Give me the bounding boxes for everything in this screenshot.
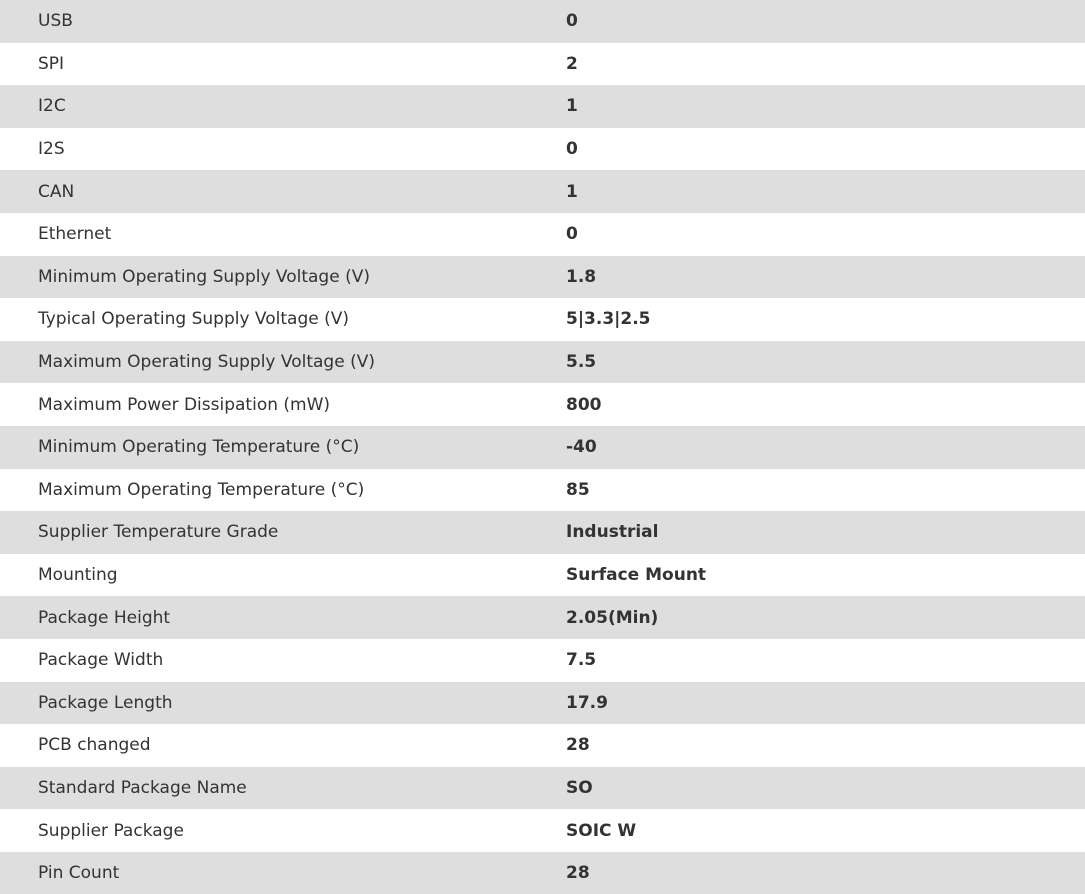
spec-row-min-supply-voltage (0, 256, 1085, 299)
spec-label: PCB changed (38, 735, 151, 756)
spec-row-can (0, 170, 1085, 213)
spec-row-i2c (0, 85, 1085, 128)
spec-label: Ethernet (38, 224, 112, 245)
spec-label: Supplier Package (38, 820, 184, 841)
spec-value: 0 (566, 139, 578, 160)
spec-row-typ-supply-voltage (0, 298, 1085, 341)
spec-label: Maximum Power Dissipation (mW) (38, 394, 331, 415)
spec-value: 5|3.3|2.5 (566, 309, 651, 330)
spec-row-min-operating-temp (0, 426, 1085, 469)
spec-row-max-operating-temp (0, 469, 1085, 512)
spec-value: 28 (566, 735, 590, 756)
spec-value: 28 (566, 863, 590, 884)
spec-label: SPI (38, 53, 65, 74)
spec-label: I2C (38, 96, 66, 117)
spec-label: I2S (38, 139, 65, 160)
spec-value: -40 (566, 437, 597, 458)
spec-label: Typical Operating Supply Voltage (V) (38, 309, 349, 330)
spec-row-i2s (0, 128, 1085, 171)
spec-value: 0 (566, 224, 578, 245)
spec-row-max-supply-voltage (0, 341, 1085, 384)
spec-value: 1 (566, 181, 578, 202)
spec-value: 800 (566, 394, 602, 415)
spec-row-temp-grade (0, 511, 1085, 554)
spec-value: Surface Mount (566, 565, 707, 586)
spec-label: Pin Count (38, 863, 120, 884)
spec-row-pin-count (0, 852, 1085, 894)
spec-row-standard-package-name (0, 767, 1085, 810)
spec-label: Maximum Operating Supply Voltage (V) (38, 352, 375, 373)
spec-label: Package Height (38, 607, 171, 628)
spec-row-spi (0, 43, 1085, 86)
spec-value: 5.5 (566, 352, 597, 373)
spec-value: 7.5 (566, 650, 597, 671)
spec-value: 85 (566, 479, 590, 500)
spec-label: USB (38, 11, 73, 32)
spec-label: Package Length (38, 692, 173, 713)
spec-value: Industrial (566, 522, 659, 543)
spec-row-supplier-package (0, 809, 1085, 852)
spec-value: SOIC W (566, 820, 637, 841)
spec-row-max-power-dissipation (0, 383, 1085, 426)
spec-value: 2.05(Min) (566, 607, 659, 628)
spec-value: 17.9 (566, 692, 608, 713)
spec-label: CAN (38, 181, 75, 202)
spec-label: Standard Package Name (38, 777, 247, 798)
spec-value: SO (566, 777, 593, 798)
spec-row-usb (0, 0, 1085, 43)
spec-label: Package Width (38, 650, 164, 671)
spec-row-pcb-changed (0, 724, 1085, 767)
spec-label: Supplier Temperature Grade (38, 522, 279, 543)
spec-label: Minimum Operating Supply Voltage (V) (38, 266, 370, 287)
spec-label: Maximum Operating Temperature (°C) (38, 479, 365, 500)
spec-value: 1.8 (566, 266, 597, 287)
spec-value: 2 (566, 53, 578, 74)
spec-row-ethernet (0, 213, 1085, 256)
spec-row-package-height (0, 596, 1085, 639)
spec-value: 0 (566, 11, 578, 32)
spec-label: Mounting (38, 565, 118, 586)
spec-label: Minimum Operating Temperature (°C) (38, 437, 360, 458)
spec-row-package-width (0, 639, 1085, 682)
spec-row-mounting (0, 554, 1085, 597)
spec-value: 1 (566, 96, 578, 117)
spec-row-package-length (0, 682, 1085, 725)
